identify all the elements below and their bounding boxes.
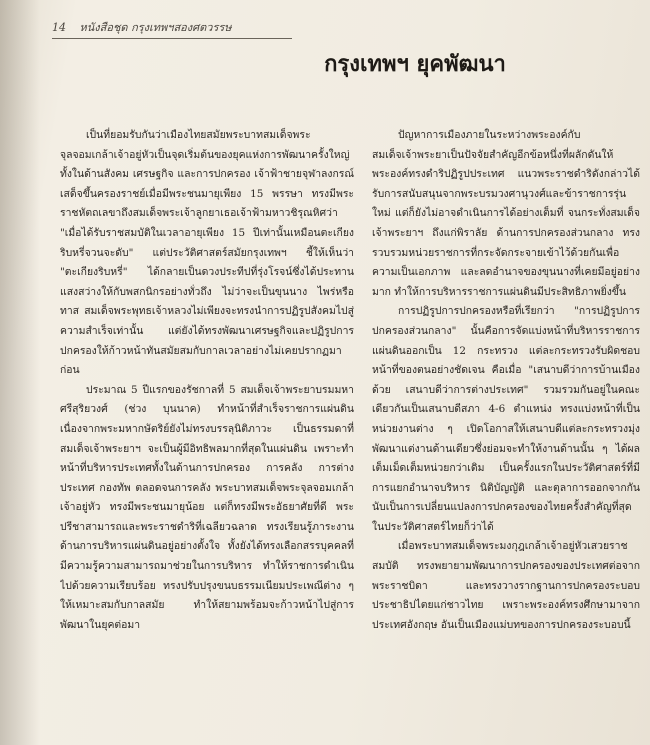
text-column-left — [60, 126, 354, 681]
paragraph: เมื่อพระบาทสมเด็จพระมงกุฎเกล้าเจ้าอยู่หัวเสวยราชสมบัติ ทรงพยายามพัฒนาการปกครองของประเทศต่อจากพระราชบิดา และทรงวางรากฐานการปกครองระบอบประชาธิปไตยแก่ชาวไทย เพราะพระองค์ทรงศึกษามาจากประเทศอังกฤษ อันเป็นเมืองแม่บทของการปกครองระบอบนี้ — [372, 540, 640, 631]
page-number: 14 — [52, 21, 66, 34]
book-series-title: หนังสือชุด กรุงเทพฯสองศตวรรษ — [79, 21, 232, 34]
paragraph: การปฏิรูปการปกครองหรือที่เรียกว่า "การปฏิรูปการปกครองส่วนกลาง" นั้นคือการจัดแบ่งหน้าที่บริหารราชการแผ่นดินออกเป็น 12 กระทรวง แต่ละกระทรวงรับผิดชอบหน้าที่ของตนอย่างชัดเจน คือเมื่อ "เสนาบดีว่าการบ้านเมืองด้วย เสนาบดีว่าการต่างประเทศ" รวมรวมกันอยู่ในคณะเดียวกันเป็นเสนาบดีสภา 4-6 ตำแหน่ง ทรงแบ่งหน้าที่เป็นหน่วยงานต่าง ๆ เปิดโอกาสให้เสนาบดีแต่ละกระทรวงมุ่งพัฒนาแต่งานด้านเดียวซึ่งย่อมจะทำให้งานด้านนั้น ๆ ได้ผลเต็มเม็ดเต็มหน่วยกว่าเดิม เป็นครั้งแรกในประวัติศาสตร์ที่มีการแยกอำนาจบริหาร นิติบัญญัติ และตุลาการออกจากกัน นับเป็นการเปลี่ยนแปลงการปกครองของไทยครั้งสำคัญที่สุดในประวัติศาสตร์ไทยก็ว่าได้ — [372, 305, 640, 533]
page-gutter-shadow — [0, 0, 40, 745]
paragraph: ประมาณ 5 ปีแรกของรัชกาลที่ 5 สมเด็จเจ้าพระยาบรมมหาศรีสุริยวงศ์ (ช่วง บุนนาค) ทำหน้าที่สำเร็จราชการแผ่นดิน เนื่องจากพระมหากษัตริย์ยังไม่ทรงบรรลุนิติภาวะ เป็นธรรมดาที่สมเด็จเจ้าพระยาฯ จะเป็นผู้มีอิทธิพลมากที่สุดในแผ่นดิน เพราะทำหน้าที่บริหารประเทศทั้งในด้านการปกครอง การคลัง การต่างประเทศ กองทัพ ตลอดจนการคลัง พระบาทสมเด็จพระจุลจอมเกล้าเจ้าอยู่หัว ทรงมีพระชนมายุน้อย แต่ก็ทรงมีพระอัธยาศัยที่ดี พระปรีชาสามารถและพระราชดำริที่เฉลียวฉลาด ทรงเรียนรู้ภาระงานด้านการบริหารแผ่นดินอยู่อย่างตั้งใจ ทั้งยังได้ทรงเลือกสรรบุคคลที่มีความรู้ความสามารถมาช่วยในการบริหาร ทำให้ราชการดำเนินไปด้วยความเรียบร้อย ทรงปรับปรุงขนบธรรมเนียมประเพณีต่าง ๆ ให้เหมาะสมกับกาลสมัย ทำให้สยามพร้อมจะก้าวหน้าไปสู่การพัฒนาในยุคต่อมา — [60, 383, 354, 631]
paragraph: เป็นที่ยอมรับกันว่าเมืองไทยสมัยพระบาทสมเด็จพระจุลจอมเกล้าเจ้าอยู่หัวเป็นจุดเริ่มต้นของยุคแห่งการพัฒนาครั้งใหญ่ ทั้งในด้านสังคม เศรษฐกิจ และการปกครอง เจ้าฟ้าชายจุฬาลงกรณ์เสด็จขึ้นครองราชย์เมื่อมีพระชนมายุเพียง 15 พรรษา ทรงมีพระราชหัตถเลขาถึงสมเด็จพระเจ้าลูกยาเธอเจ้าฟ้ามหาวชิรุณหิศว่า "เมื่อได้รับราชสมบัติในเวลาอายุเพียง 15 ปีเท่านั้นเหมือนตะเกียงริบหรี่จวนจะดับ" แต่ประวัติศาสตร์สมัยกรุงเทพฯ ชี้ให้เห็นว่า "ตะเกียงริบหรี่" ได้กลายเป็นดวงประทีปที่รุ่งโรจน์ซึ่งได้ประทานแสงสว่างให้กับพสกนิกรอย่างทั่วถึง ไม่ว่าจะเป็นขุนนาง ไพร่หรือทาส สมเด็จพระพุทธเจ้าหลวงไม่เพียงจะทรงนำการปฏิรูปสังคมไปสู่ความสำเร็จเท่านั้น แต่ยังได้ทรงพัฒนาเศรษฐกิจและปฏิรูปการปกครองให้ก้าวหน้าทันสมัยสมกับกาลเวลาอย่างไม่เคยปรากฏมาก่อน — [60, 129, 354, 377]
running-head — [52, 18, 292, 39]
text-column-right — [372, 126, 640, 711]
paragraph: ปัญหาการเมืองภายในระหว่างพระองค์กับสมเด็จเจ้าพระยาเป็นปัจจัยสำคัญอีกข้อหนึ่งที่ผลักดันให้พระองค์ทรงดำริปฏิรูปประเทศ แนวพระราชดำริดังกล่าวได้รับการสนับสนุนจากพระบรมวงศานุวงศ์และข้าราชการรุ่นใหม่ แต่ก็ยังไม่อาจดำเนินการได้อย่างเต็มที่ จนกระทั่งสมเด็จเจ้าพระยาฯ ถึงแก่พิราลัย ด้านการปกครองส่วนกลาง ทรงรวบรวมหน่วยราชการที่กระจัดกระจายเข้าไว้ด้วยกันเพื่อความเป็นเอกภาพ และลดอำนาจของขุนนางที่เคยมีอยู่อย่างมาก ทำให้การบริหารราชการแผ่นดินมีประสิทธิภาพยิ่งขึ้น — [372, 129, 640, 298]
chapter-title: กรุงเทพฯ ยุคพัฒนา — [324, 51, 506, 77]
